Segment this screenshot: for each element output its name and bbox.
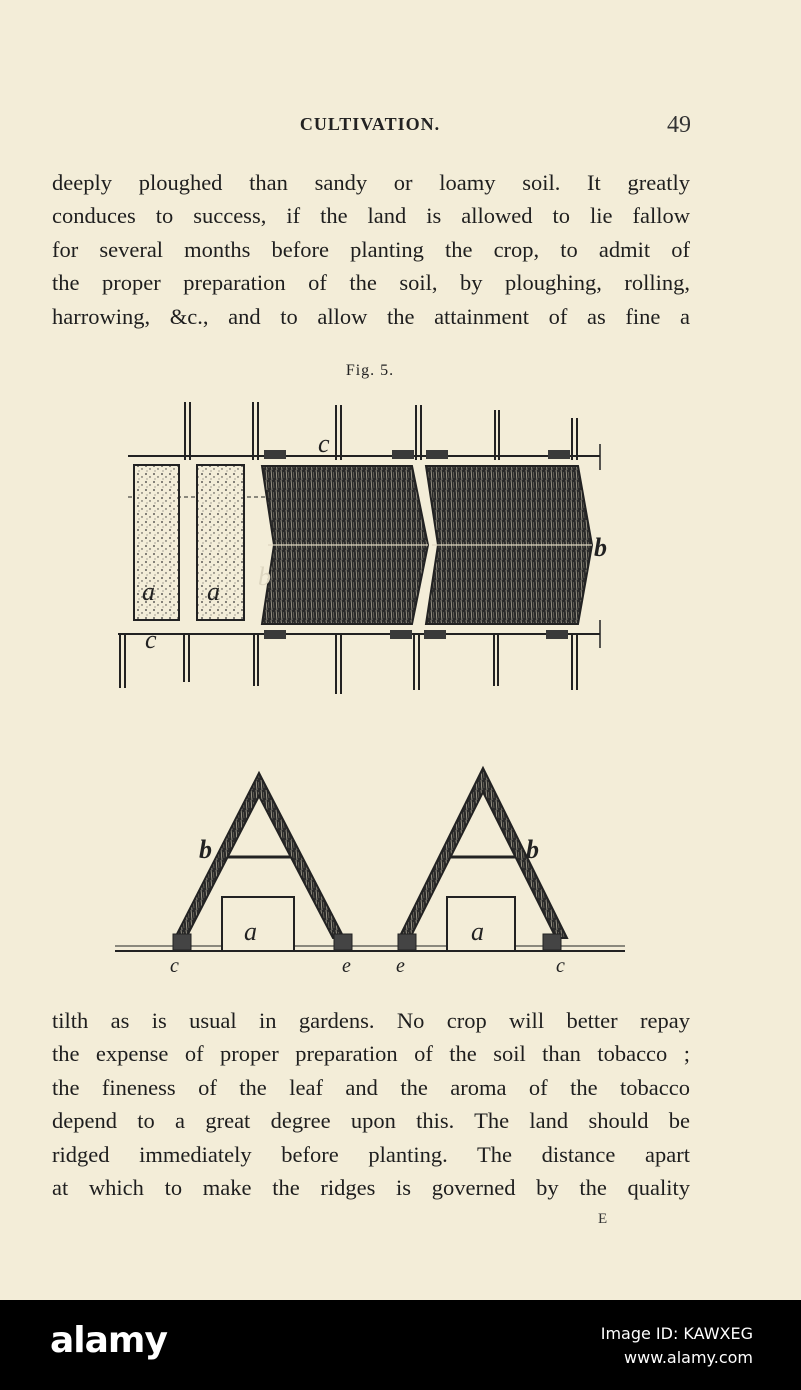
plan-label-b-inner: b: [258, 562, 271, 591]
figure-caption: Fig. 5.: [345, 362, 395, 379]
text-line: for several months before planting the crop, to admit of: [52, 236, 690, 262]
section-label-b-right: b: [526, 835, 539, 864]
section-label-e-1: e: [342, 955, 351, 977]
section-label-a-right: a: [471, 917, 484, 946]
text-line: the proper preparation of the soil, by ploughing, rolling,: [52, 270, 690, 296]
text-line: harrowing, &c., and to allow the attainment of as fine a: [52, 303, 690, 329]
section-label-a-left: a: [244, 917, 257, 946]
section-label-b-left: b: [199, 835, 212, 864]
watermark-info: [601, 1322, 753, 1370]
plan-label-a-right: a: [207, 577, 220, 606]
plan-label-a-left: a: [142, 577, 155, 606]
paragraph-bottom: [52, 1004, 690, 1204]
plan-view: [118, 402, 600, 694]
alamy-logo: alamy: [50, 1320, 167, 1361]
text-line: at which to make the ridges is governed by the quality: [52, 1175, 690, 1201]
text-line: ridged immediately before planting. The distance apart: [52, 1141, 690, 1167]
site-url: www.alamy.com: [624, 1348, 753, 1367]
section-label-e-2: e: [396, 955, 405, 977]
plan-label-c-top: c: [318, 429, 330, 458]
text-line: tilth as is usual in gardens. No crop will better repay: [52, 1008, 690, 1033]
section-view: [115, 768, 625, 951]
text-line: the expense of proper preparation of the soil than tobacco ;: [52, 1041, 690, 1067]
section-label-c-2: c: [556, 955, 565, 977]
plan-label-b-outer: b: [594, 533, 607, 562]
text-line: depend to a great degree upon this. The land should be: [52, 1108, 690, 1134]
watermark-bar: [0, 1300, 801, 1390]
text-line: the fineness of the leaf and the aroma of the tobacco: [52, 1074, 690, 1100]
signature-mark: E: [598, 1211, 608, 1227]
plan-label-c-bottom: c: [145, 625, 157, 654]
section-label-c-1: c: [170, 955, 179, 977]
page-number: 49: [667, 112, 691, 138]
running-title: CULTIVATION.: [299, 114, 441, 134]
text-line: deeply ploughed than sandy or loamy soil. It greatly: [52, 170, 690, 195]
text-line: conduces to success, if the land is allowed to lie fallow: [52, 203, 690, 229]
image-id: Image ID: KAWXEG: [600, 1324, 753, 1343]
